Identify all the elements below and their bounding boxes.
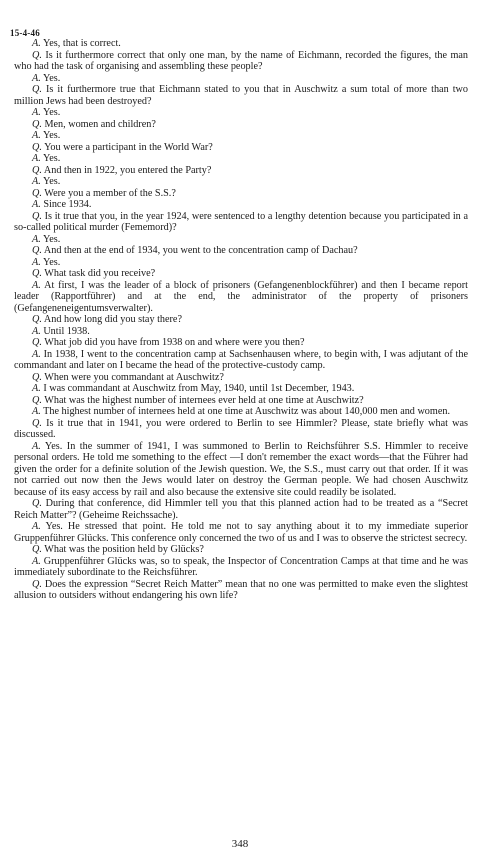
transcript-paragraph [14, 498, 468, 521]
transcript-paragraph [14, 38, 468, 50]
transcript-body [14, 38, 468, 602]
paragraph-text: What was the position held by Glücks? [44, 544, 204, 555]
paragraph-text: What job did you have from 1938 on and where were you then? [44, 337, 305, 348]
transcript-paragraph [14, 406, 468, 418]
transcript-paragraph [14, 188, 468, 200]
paragraph-text: Were you a member of the S.S.? [44, 187, 176, 199]
paragraph-text: Gruppenführer Glücks was, so to speak, the Inspector of Concentration Camps at that time and he was immediately subordinate to the Reichsführer. [14, 555, 468, 578]
speaker-label: Q. [32, 118, 42, 130]
paragraph-text: When were you commandant at Auschwitz? [44, 371, 224, 383]
transcript-paragraph [14, 199, 468, 211]
paragraph-text: Is it furthermore correct that only one man, by the name of Eichmann, recorded the figures, the man who had the task of organising and assembling these people? [14, 49, 468, 72]
speaker-label: A. [32, 256, 41, 268]
paragraph-text: Yes. [42, 176, 61, 187]
transcript-paragraph [14, 418, 468, 441]
speaker-label: Q. [32, 49, 42, 61]
speaker-label: Q. [32, 394, 42, 406]
paragraph-text: Yes. [42, 233, 61, 245]
paragraph-text: Men, women and children? [44, 118, 156, 130]
transcript-paragraph [14, 176, 468, 188]
speaker-label: Q. [32, 314, 42, 325]
speaker-label: A. [32, 521, 41, 532]
speaker-label: A. [32, 107, 41, 118]
paragraph-text: Yes. [42, 256, 61, 268]
speaker-label: A. [32, 555, 41, 567]
transcript-paragraph [14, 326, 468, 338]
transcript-paragraph [14, 211, 468, 234]
transcript-paragraph [14, 245, 468, 257]
speaker-label: A. [32, 383, 41, 394]
speaker-label: A. [32, 233, 41, 245]
paragraph-text: Is it furthermore true that Eichmann stated to you that in Auschwitz a sum total of more than two million Jews had been destroyed? [14, 84, 468, 107]
transcript-paragraph [14, 50, 468, 73]
speaker-label: Q. [32, 337, 42, 348]
transcript-paragraph [14, 579, 468, 602]
transcript-paragraph [14, 234, 468, 246]
paragraph-text: And how long did you stay there? [43, 314, 182, 325]
paragraph-text: Is it true that in 1941, you were ordered to Berlin to see Himmler? Please, state briefly what was discussed. [14, 417, 468, 440]
transcript-paragraph [14, 130, 468, 142]
speaker-label: Q. [32, 268, 42, 279]
transcript-paragraph [14, 314, 468, 326]
speaker-label: A. [32, 38, 41, 49]
paragraph-text: In 1938, I went to the concentration camp at Sachsenhausen where, to begin with, I was adjutant of the commandant and later on I became the head of the protective-custody camp. [14, 348, 469, 371]
speaker-label: Q. [32, 371, 42, 383]
speaker-label: A. [32, 72, 41, 84]
speaker-label: A. [32, 153, 41, 164]
transcript-paragraph [14, 556, 468, 579]
transcript-paragraph [14, 544, 468, 556]
transcript-paragraph [14, 280, 468, 315]
speaker-label: Q. [32, 544, 42, 555]
transcript-paragraph [14, 383, 468, 395]
paragraph-text: Yes, that is correct. [42, 38, 121, 49]
speaker-label: Q. [32, 210, 42, 222]
transcript-paragraph [14, 119, 468, 131]
page-date: 15-4-46 [10, 28, 40, 38]
speaker-label: A. [32, 325, 41, 337]
paragraph-text: Yes. [42, 130, 61, 141]
speaker-label: Q. [32, 84, 42, 95]
speaker-label: Q. [32, 578, 42, 590]
transcript-paragraph [14, 142, 468, 154]
speaker-label: A. [32, 199, 41, 210]
transcript-paragraph [14, 268, 468, 280]
paragraph-text: Yes. [42, 153, 61, 164]
speaker-label: A. [32, 130, 41, 141]
paragraph-text: The highest number of internees held at one time at Auschwitz was about 140,000 men and women. [43, 406, 450, 417]
transcript-paragraph [14, 372, 468, 384]
paragraph-text: I was commandant at Auschwitz from May, 1940, until 1st December, 1943. [43, 383, 355, 394]
paragraph-text: And then at the end of 1934, you went to the concentration camp of Dachau? [43, 245, 358, 256]
speaker-label: A. [32, 176, 41, 187]
transcript-paragraph [14, 73, 468, 85]
paragraph-text: Yes. [42, 107, 61, 118]
speaker-label: Q. [32, 164, 42, 176]
speaker-label: Q. [32, 141, 42, 153]
paragraph-text: And then in 1922, you entered the Party? [43, 164, 212, 176]
speaker-label: A. [32, 348, 41, 360]
page-number: 348 [231, 838, 249, 850]
transcript-paragraph [14, 107, 468, 119]
transcript-paragraph [14, 441, 468, 499]
paragraph-text: Since 1934. [43, 199, 92, 210]
paragraph-text: What task did you receive? [44, 268, 156, 279]
paragraph-text: Yes. [42, 72, 61, 84]
transcript-paragraph [14, 521, 468, 544]
speaker-label: A. [32, 279, 41, 291]
paragraph-text: What was the highest number of internees ever held at one time at Auschwitz? [44, 394, 364, 406]
speaker-label: Q. [32, 187, 42, 199]
paragraph-text: Until 1938. [43, 325, 90, 337]
transcript-paragraph [14, 165, 468, 177]
speaker-label: A. [32, 406, 41, 417]
paragraph-text: Yes. He stressed that point. He told me not to say anything about it to my immediate superior Gruppenführer Glücks. This conference only concerned the two of us and I was to observe the strictest secrecy. [14, 521, 468, 544]
speaker-label: A. [32, 440, 41, 452]
transcript-paragraph [14, 337, 468, 349]
transcript-paragraph [14, 153, 468, 165]
speaker-label: Q. [32, 417, 42, 429]
transcript-paragraph [14, 257, 468, 269]
transcript-paragraph [14, 395, 468, 407]
paragraph-text: You were a participant in the World War? [44, 141, 213, 153]
speaker-label: Q. [32, 245, 42, 256]
paragraph-text: Is it true that you, in the year 1924, were sentenced to a lengthy detention because you participated in a so-called political murder (Fememord)? [14, 210, 469, 233]
paragraph-text: At first, I was the leader of a block of prisoners (Gefangenenblockführer) and then I became report leader (Rapportführer) and at the end, the administrator of the property of prisoners (Gefangeneneigentumsverwalter). [14, 279, 468, 314]
paragraph-text: Yes. In the summer of 1941, I was summoned to Berlin to Reichsführer S.S. Himmler to receive personal orders. He told me something to the effect —I don't remember the exact words—that the Führer had given the order for a definite solution of the Jewish question. We, the S.S., must carry out that order. If it was not carried out now then the Jews would later on destroy the German people. We had chosen Auschwitz because of its easy access by rail and also because the extensive site could readily be isolated. [14, 440, 469, 498]
transcript-paragraph [14, 84, 468, 107]
paragraph-text: During that conference, did Himmler tell you that this planned action had to be treated as a “Secret Reich Matter”? (Geheime Reichssache). [14, 498, 468, 521]
speaker-label: Q. [32, 498, 42, 509]
transcript-paragraph [14, 349, 468, 372]
paragraph-text: Does the expression “Secret Reich Matter” mean that no one was permitted to make even the slightest allusion to outsiders without endangering his own life? [14, 578, 468, 601]
